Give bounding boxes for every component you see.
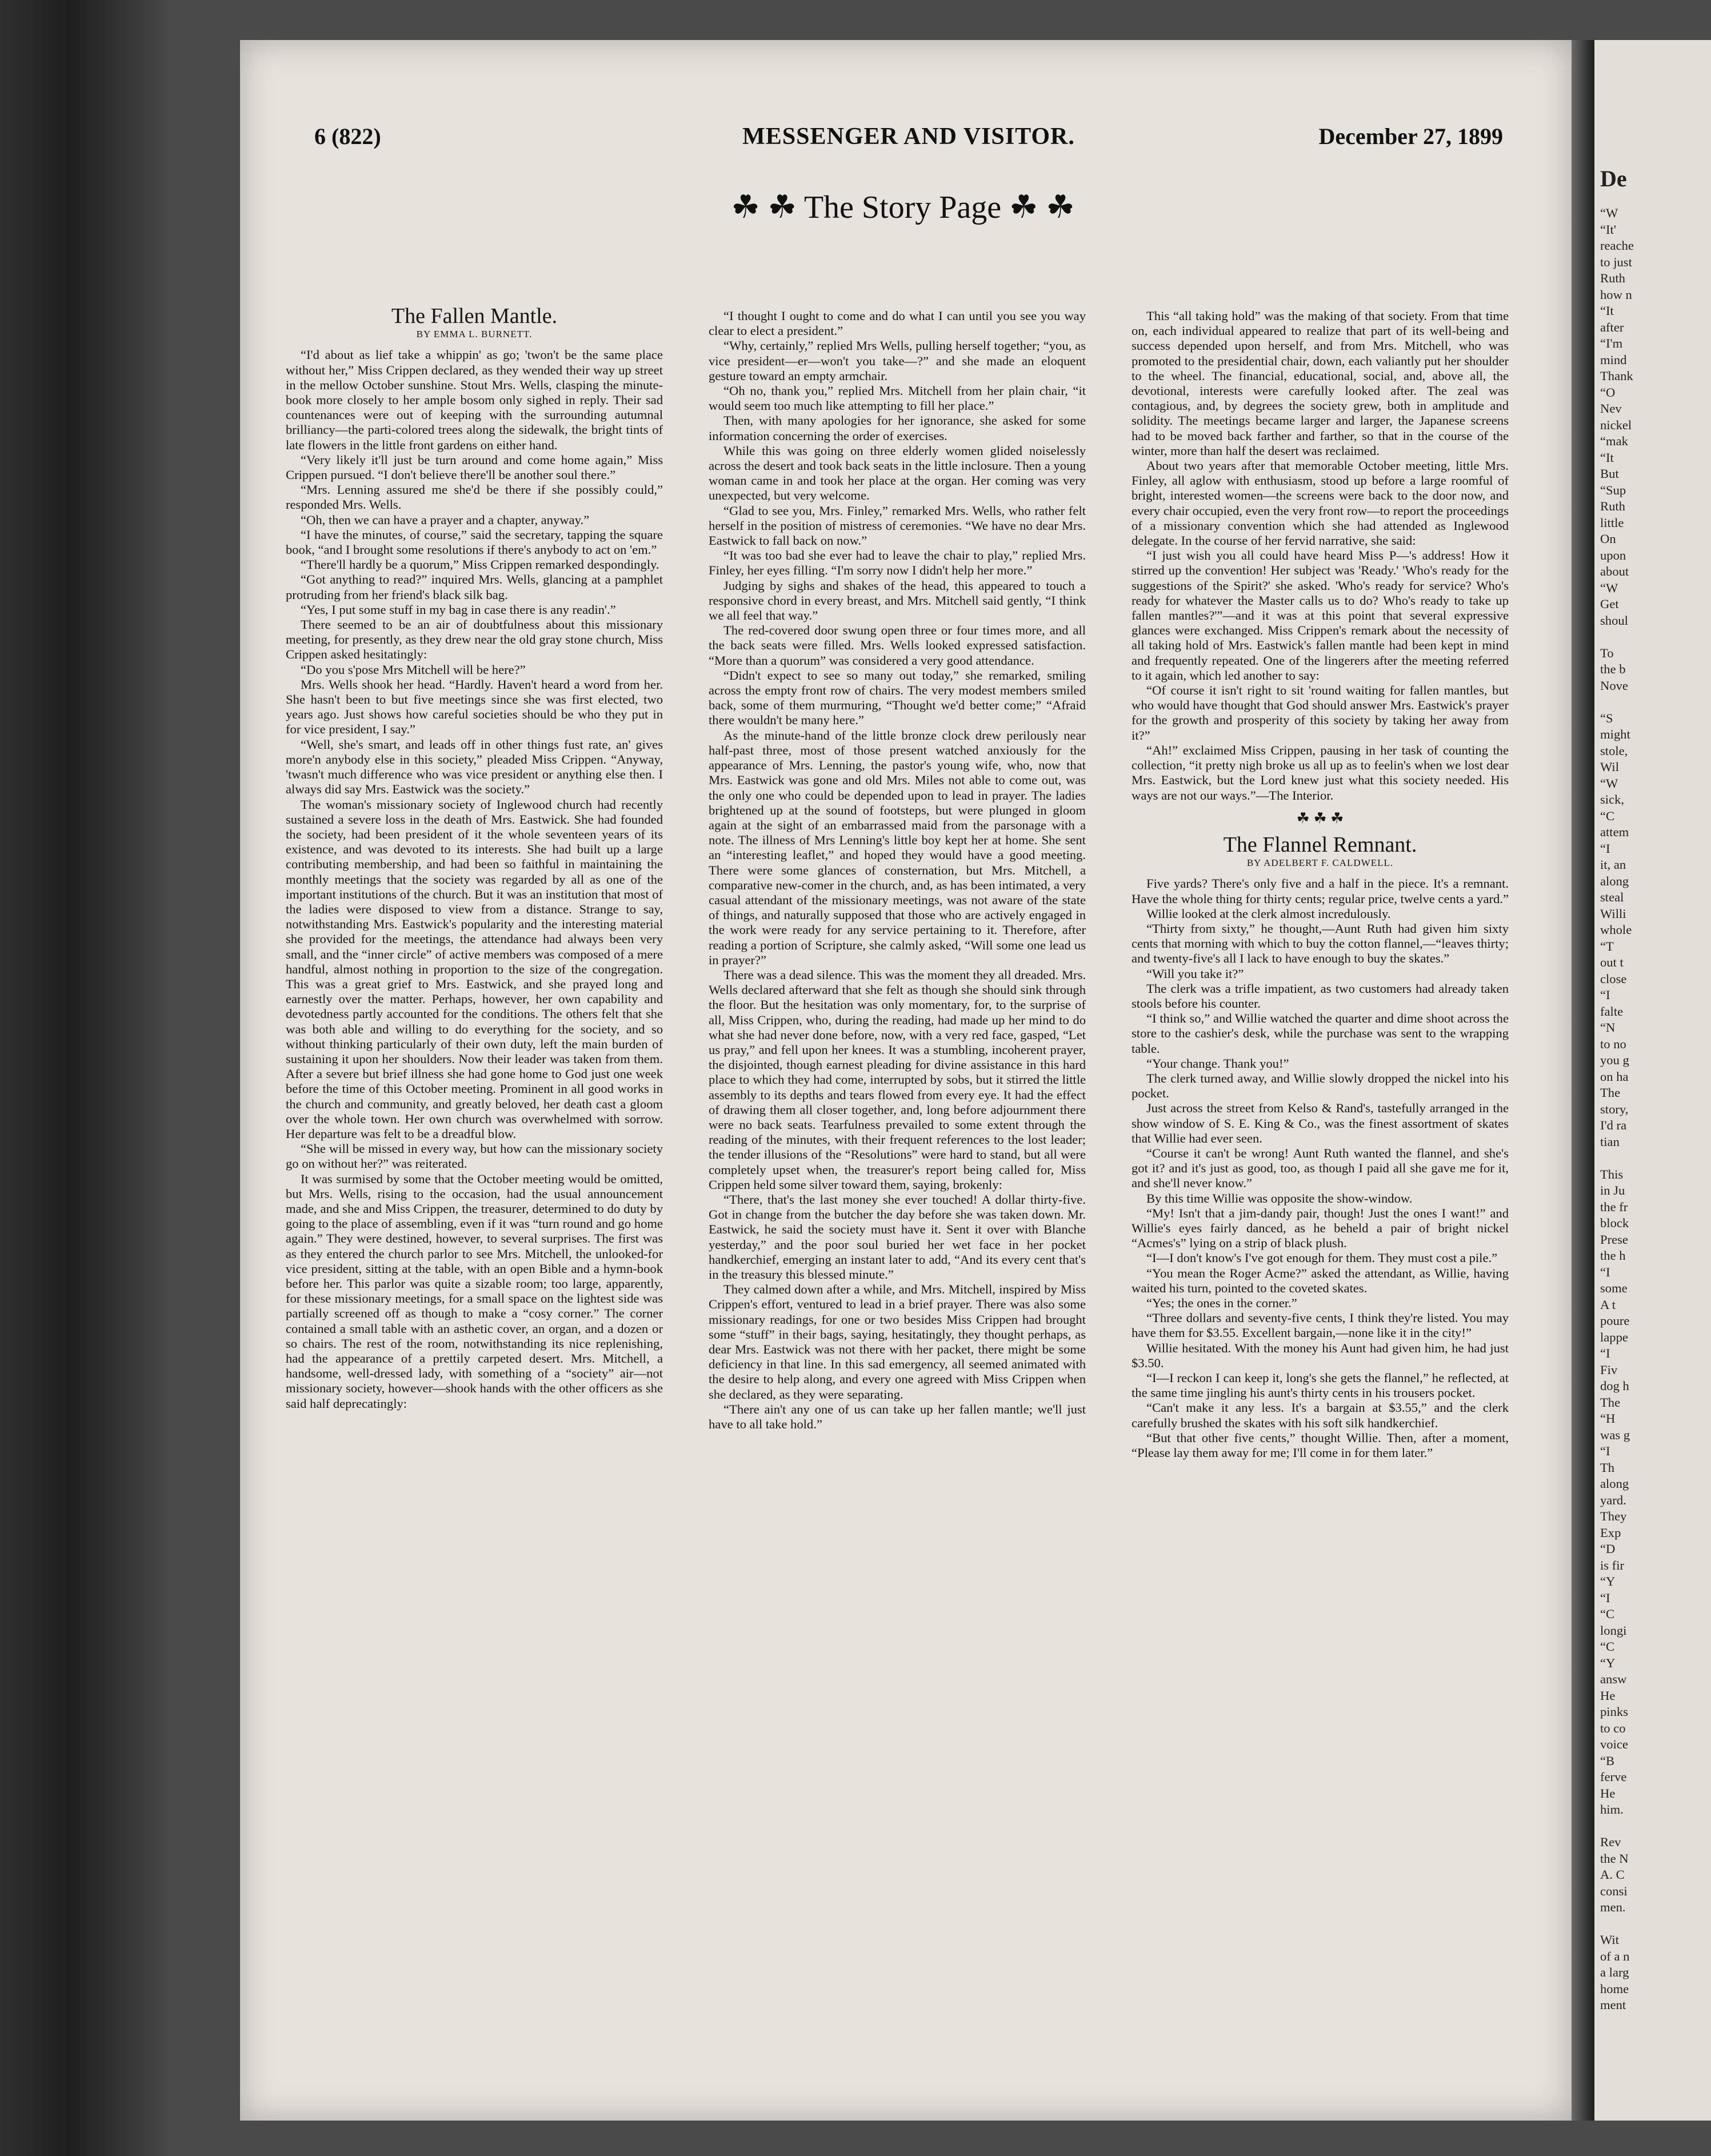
paragraph: Just across the street from Kelso & Rand's, tastefully arranged in the show window of S. E. King & Co., was the finest assortment of skates that Willie had ever seen. [1132,1101,1509,1145]
paragraph: About two years after that memorable October meeting, little Mrs. Finley, all aglow with enthusiasm, stood up before a large roomful of bright, interested women—the screens were back to the door now, and every chair occupied, even the very front row—to report the proceedings of a missionary convention which she had attended as Inglewood delegate. In the course of her fervid narrative, she said: [1132,458,1509,548]
fragment-line: voice [1600,1737,1628,1751]
fragment-line: attem [1600,825,1629,839]
fragment-line: “D [1600,1542,1616,1556]
fragment-line: The [1600,1085,1621,1100]
fragment-line: Thank [1600,369,1633,383]
story-body [1132,876,1509,1460]
fragment-line: him. [1600,1802,1624,1816]
fragment-line: answ [1600,1672,1627,1686]
paragraph: Five yards? There's only five and a half in the piece. It's a remnant. Have the whole thing for thirty cents; regular price, twelve cents a yard.” [1132,876,1509,906]
book-gutter [1572,40,1594,2121]
fragment-line: “S [1600,710,1613,725]
paragraph: “Glad to see you, Mrs. Finley,” remarked Mrs. Wells, who rather felt herself in the position of mistress of ceremonies. “We have no dear Mrs. Eastwick to fall back on now.” [709,503,1086,548]
paragraph: “But that other five cents,” thought Willie. Then, after a moment, “Please lay them away for me; I'll come in for them later.” [1132,1430,1509,1460]
fragment-line: “C [1600,1639,1615,1654]
fragment-line: A t [1600,1297,1616,1312]
paragraph: They calmed down after a while, and Mrs. Mitchell, inspired by Miss Crippen's effort, ventured to lead in a brief prayer. There was also some missionary readings, for one or two besides Miss Crippen had brought some “stuff” in their bags, saying, hesitatingly, they thought perhaps, as dear Mrs. Eastwick was not there with her packet, there might be some deficiency in that line. In this sad emergency, all seemed animated with the desire to help along, and every one agreed with Miss Crippen when she declared, as they were separating. [709,1282,1086,1402]
fragment-line: a larg [1600,1965,1629,1979]
paragraph: “It was too bad she ever had to leave the chair to play,” replied Mrs. Finley, her eyes filling. “I'm sorry now I didn't help her more.” [709,548,1086,578]
fragment-line: steal [1600,890,1624,904]
paragraph: “Very likely it'll just be turn around and come home again,” Miss Crippen pursued. “I don't believe there'll be another soul there.” [286,452,663,482]
paragraph: “Yes, I put some stuff in my bag in case there is any readin'.” [301,602,616,617]
fragment-line: Prese [1600,1232,1628,1247]
fragment-line: how n [1600,287,1632,302]
fragment-line: the h [1600,1248,1626,1263]
fragment-line: “I'm [1600,336,1623,350]
paragraph: There seemed to be an air of doubtfulness about this missionary meeting, for presently, as they drew near the old gray stone church, Miss Crippen asked hesitatingly: [286,617,663,662]
paragraph: “Will you take it?” [1146,966,1244,981]
fragment-line: the b [1600,662,1626,676]
fragment-line: upon [1600,548,1626,562]
fragment-line: dog h [1600,1379,1629,1393]
story-body-conclusion [1132,309,1509,803]
fragment-line: “mak [1600,434,1628,448]
masthead: MESSENGER AND VISITOR. [742,123,1075,150]
fragment-line: “I [1600,1346,1610,1360]
paragraph: “I thought I ought to come and do what I can until you see you way clear to elect a president.” [709,309,1086,338]
paragraph: “Well, she's smart, and leads off in other things fust rate, an' gives more'n anybody else in this society,” pleaded Miss Crippen. “Anyway, 'twasn't much difference who was vice president or anything else then. I always did say Mrs. Eastwick was the society.” [286,737,663,797]
paragraph: “Your change. Thank you!” [1146,1056,1289,1071]
fragment-line: poure [1600,1313,1630,1328]
fragment-line: yard. [1600,1492,1626,1507]
paragraph: The woman's missionary society of Inglewood church had recently sustained a severe loss in the death of Mrs. Eastwick. She had founded the society, had been president of it the whole seventeen years of its existence, and was devoted to its interests. She had built up a large contributing membership, and had been so faithful in maintaining the monthly meetings that the society was regarded by all as one of the important institutions of the church. But it was an institution that most of the ladies were disposed to view from a distance. Strange to say, notwithstanding Mrs. Eastwick's popularity and the interesting material she provided for the meetings, the attendance had always been very small, and the “inner circle” of active members was composed of a mere handful, almost nothing in proportion to the size of the congregation. This was a great grief to Mrs. Eastwick, and she prayed long and earnestly over the matter. Perhaps, however, her own capability and devotedness partly accounted for the conditions. The others felt that she was both able and willing to do everything for the society, and so without thinking particularly of their own duty, left the main burden of sustaining it upon her shoulders. Now their leader was taken from them. After a severe but brief illness she had gone home to God just one week before the time of this October meeting. Prominent in all good works in the church and community, and greatly beloved, her death cast a gloom over the whole town. Her own church was overwhelmed with sorrow. Her departure was felt to be a dreadful blow. [286,797,663,1141]
fragment-line: after [1600,320,1624,334]
fragment-line: ment [1600,1998,1626,2012]
fragment-line: mind [1600,352,1627,367]
paragraph: “Got anything to read?” inquired Mrs. Wells, glancing at a pamphlet protruding from her friend's black silk bag. [286,572,663,602]
fragment-line: “It [1600,450,1614,465]
page-header [314,123,1503,163]
fragment-line [1600,1819,1604,1834]
fragment-line: “B [1600,1753,1615,1768]
paragraph: “I have the minutes, of course,” said the secretary, tapping the square book, “and I brought some resolutions if there's anybody to act on 'em.” [286,527,663,557]
paragraph: Willie hesitated. With the money his Aunt had given him, he had just $3.50. [1132,1340,1509,1370]
fragment-line: “N [1600,1020,1616,1035]
fragment-line: To [1600,645,1614,660]
fragment-line: Rev [1600,1835,1621,1849]
fragment-line [1600,1917,1604,1931]
paragraph: “My! Isn't that a jim-dandy pair, though! Just the ones I want!” and Willie's eyes fairly danced, as he beheld a pair of bright nickel “Acmes's” lying on a strip of black plush. [1132,1205,1509,1251]
paragraph: Willie looked at the clerk almost incredulously. [1146,906,1391,921]
paragraph: “I think so,” and Willie watched the quarter and dime shoot across the store to the cashier's desk, while the purchase was sent to the wrapping table. [1132,1011,1509,1056]
paragraph: The red-covered door swung open three or four times more, and all the back seats were filled. Mrs. Wells looked expressed satisfaction. “More than a quorum” was considered a very good attendance. [709,623,1086,668]
paragraph: There was a dead silence. This was the moment they all dreaded. Mrs. Wells declared afterward that she felt as though she should sink through the floor. But the hesitation was only momentary, for, to the surprise of all, Miss Crippen, who, during the reading, had made up her mind to do what she had never done before, now, with a very red face, gasped, “Let us pray,” and fell upon her knees. It was a stumbling, incoherent prayer, the disjointed, though earnest pleading for divine assistance in this hard place to which they had come, interrupted by sobs, but it stirred the little assembly to its depths and tears flowed from every eye. It had the effect of drawing them all closer together, and, long before adjournment there were no back seats. Tearfulness prevailed to some extent through the reading of the minutes, with their frequent references to the lost leader; the tender illusions of the “Resolutions” were hard to stand, but all were completely upset when, the treasurer's report being called for, Miss Crippen held some silver toward them, saying, brokenly: [709,967,1086,1192]
fragment-line: along [1600,1476,1629,1491]
paragraph: “I—I don't know's I've got enough for them. They must cost a pile.” [1146,1251,1498,1265]
fragment-line: of a n [1600,1949,1630,1963]
fragment-line: Willi [1600,906,1626,921]
fragment-line: “W [1600,580,1618,595]
fragment-line: it, an [1600,857,1626,872]
paragraph: As the minute-hand of the little bronze clock drew perilously near half-past three, most of those present watched anxiously for the appearance of Mrs. Lenning, the pastor's young wife, who, now that Mrs. Eastwick was gone and old Mrs. Miles not able to come out, was the only one who could be depended upon to lead in prayer. The ladies brightened up at the sound of footsteps, but were plunged in gloom again at the sight of an embarrassed maid from the parsonage with a note. The illness of Mrs Lenning's little boy kept her at home. She sent an “interesting leaflet,” and hoped they would have a good meeting. There were some glances of consternation, but Mrs. Mitchell, a comparative new-comer in the church, and, as has been intimated, a very casual attendant of the missionary meetings, was not aware of the state of things, and naturally supposed that those who are actively engaged in the work were ready for any service pertaining to it. Therefore, after reading a portion of Scripture, she calmly asked, “Will some one lead us in prayer?” [709,728,1086,967]
fragment-line: falte [1600,1004,1624,1019]
fragment-line: close [1600,971,1627,986]
story-byline: BY ADELBERT F. CALDWELL. [1246,857,1394,869]
fragment-line: in Ju [1600,1183,1625,1197]
fragment-line: is fir [1600,1558,1625,1572]
column-3 [1132,309,1509,1460]
fragment-line: stole, [1600,743,1628,758]
fragment-line: “T [1600,939,1614,953]
paragraph: “Mrs. Lenning assured me she'd be there if she possibly could,” responded Mrs. Wells. [286,482,663,512]
paragraph: “There, that's the last money she ever touched! A dollar thirty-five. Got in change from the butcher the day before she was taken down. Mr. Eastwick, he said the society must have it. Sent it over with Blanche yesterday,” and the poor soul buried her wet face in her pocket handkerchief, emerging an instant later to add, “And its every cent that's in the treasury this blessed minute.” [709,1192,1086,1281]
fragment-line: Ruth [1600,271,1625,285]
fragment-line: They [1600,1509,1627,1523]
adjacent-page-header: De [1600,166,1627,191]
fragment-line: This [1600,1167,1624,1181]
paragraph: Mrs. Wells shook her head. “Hardly. Haven't heard a word from her. She hasn't been to but five meetings since she was first elected, two years ago. Just shows how careful societies should be who they put in for vice president, I say.” [286,677,663,737]
fragment-line: “O [1600,385,1616,400]
paragraph: “Three dollars and seventy-five cents, I think they're listed. You may have them for $3.55. Excellent bargain,—none like it in the city!” [1132,1311,1509,1340]
paragraph: “Oh no, thank you,” replied Mrs. Mitchell from her plain chair, “it would seem too much like attempting to fill her place.” [709,384,1086,413]
fragment-line: “Y [1600,1655,1616,1670]
fragment-line: Wit [1600,1933,1619,1947]
paragraph: It was surmised by some that the October meeting would be omitted, but Mrs. Wells, rising to the occasion, had the usual announcement made, and she and Miss Crippen, the treasurer, determined to do duty by going to the place of assembling, even if it was “turn round and go home again.” They were destined, however, to several surprises. The first was as they entered the church parlor to see Mrs. Mitchell, the unlooked-for vice president, sitting at the table, with an open Bible and a hymn-book before her. This parlor was quite a sizable room; too large, apparently, for these missionary meetings, for a small space on the lightest side was partially screened off as though to make a “cosy corner.” The corner contained a small table with an asthetic cover, an organ, and a dozen or so chairs. The rest of the room, notwithstanding its nice replenishing, had the appearance of a prettily carpeted desert. Mrs. Mitchell, a handsome, well-dressed lady, with something of a “society” air—not missionary society, however—shook hands with the other officers as she said half deprecatingly: [286,1171,663,1411]
fragment-line: Ruth [1600,499,1625,513]
fragment-line: home [1600,1981,1629,1996]
fragment-line: to co [1600,1720,1626,1735]
fragment-line: Nove [1600,678,1628,693]
paragraph: “I just wish you all could have heard Miss P—'s address! How it stirred up the convention! Her subject was 'Ready.' 'Who's ready for the suggestions of the Spirit?' she asked. 'Who's ready for service? Who's ready for whatever the Master calls us to do? Who's ready to take up fallen mantles?'”—and it was at this point that several expressive glances were exchanged. Miss Crippen's remark about the necessity of all taking hold of Mrs. Eastwick's fallen mantle had been kept in mind and frequently repeated. One of the lingerers after the meeting referred to it again, which led another to say: [1132,548,1509,682]
fragment-line: “Y [1600,1574,1616,1588]
column-1 [286,297,663,1411]
fragment-line [1600,1151,1604,1165]
paragraph: “Can't make it any less. It's a bargain at $3.55,” and the clerk carefully brushed the skates with his soft silk handkerchief. [1132,1400,1509,1430]
paragraph: “Didn't expect to see so many out today,” she remarked, smiling across the empty front row of chairs. The very modest members smiled back, some of them murmuring, “Thought we'd better come;” “Afraid there wouldn't be many here.” [709,668,1086,728]
fragment-line: Wil [1600,760,1619,774]
paragraph: “Thirty from sixty,” he thought,—Aunt Ruth had given him sixty cents that morning with which to buy the cotton flannel,—“leaves thirty; and twenty-five's all I lack to have enough to buy the skates.” [1132,921,1509,966]
section-title: ☘ ☘ The Story Page ☘ ☘ [731,190,1075,225]
fragment-line: whole [1600,923,1632,937]
fragment-line: consi [1600,1883,1628,1898]
fragment-line: you g [1600,1053,1629,1067]
fragment-line: “W [1600,776,1618,790]
fragment-line: little [1600,515,1624,530]
fragment-line: pinks [1600,1704,1628,1719]
paragraph: “There'll hardly be a quorum,” Miss Crippen remarked despondingly. [301,557,659,572]
fragment-line: Fiv [1600,1362,1618,1377]
fragment-line: story, [1600,1101,1629,1116]
paragraph: This “all taking hold” was the making of that society. From that time on, each individual appeared to realize that part of its well-being and success depended upon herself, and from Mrs. Mitchell, who was promoted to the presidential chair, down, each valiantly put her shoulder to the wheel. The financial, educational, social, and, above all, the devotional, interests were carefully looked after. The zeal was contagious, and, by degrees the society grew, both in amplitude and solidity. The meetings became larger and larger, the Japanese screens had to be moved back farther and farther, so that in the course of the winter, more than half the desert was reclaimed. [1132,309,1509,458]
story-title: The Fallen Mantle. [391,304,558,328]
paragraph: “Yes; the ones in the corner.” [1146,1296,1297,1310]
page-number: 6 (822) [314,123,381,149]
fragment-line: “C [1600,808,1615,823]
fragment-line: “I [1600,1444,1610,1458]
paragraph: “There ain't any one of us can take up her fallen mantle; we'll just have to all take hold.” [709,1402,1086,1432]
fragment-line: “I [1600,988,1610,1002]
fragment-line: to no [1600,1036,1626,1051]
paragraph: Then, with many apologies for her ignorance, she asked for some information concerning the order of exercises. [709,413,1086,443]
fragment-line: Nev [1600,401,1622,416]
fragment-line: block [1600,1216,1629,1230]
fragment-line: “I [1600,1590,1610,1605]
fragment-line: I'd ra [1600,1118,1627,1132]
fragment-line: sick, [1600,792,1625,806]
fragment-line: lappe [1600,1329,1628,1344]
fragment-line: “It' [1600,222,1616,237]
fragment-line: might [1600,727,1630,741]
paragraph: While this was going on three elderly women glided noiselessly across the desert and took back seats in the little inclosure. Then a young woman came in and took her place at the organ. Her coming was very unexpected, but very welcome. [709,443,1086,503]
fragment-line: the N [1600,1851,1629,1866]
fragment-line: But [1600,466,1619,481]
fragment-line: Get [1600,597,1619,611]
fragment-line: ferve [1600,1770,1627,1784]
fragment-line: “It [1600,304,1614,318]
story-body [286,348,663,1411]
paragraph: “Why, certainly,” replied Mrs Wells, pulling herself together; “you, as vice president—er—won't you take—?” and she made an eloquent gesture toward an empty armchair. [709,338,1086,383]
fragment-line [1600,629,1604,644]
fragment-line: longi [1600,1623,1627,1638]
fragment-line: “W [1600,206,1618,220]
fragment-line: Th [1600,1460,1615,1475]
paragraph: “Of course it isn't right to sit 'round waiting for fallen mantles, but who would have thought that God should answer Mrs. Eastwick's prayer for the growth and prosperity of this society by taking her away from it?” [1132,683,1509,742]
paragraph: By this time Willie was opposite the show-window. [1146,1191,1413,1205]
paragraph: “I'd about as lief take a whippin' as go; 'twon't be the same place without her,” Miss Crippen declared, as they wended their way up street in the mellow October sunshine. Stout Mrs. Wells, clasping the minute-book more closely to her ample bosom only sighed in reply. Their sad countenances were out of keeping with the surrounding autumnal brilliancy—the parti-colored trees along the sidewalk, the bright tints of late flowers in the little front gardens on either hand. [286,348,663,452]
fragment-line: He [1600,1786,1616,1800]
fragment-line: nickel [1600,417,1632,432]
fragment-line: tian [1600,1134,1620,1149]
story-title: The Flannel Remnant. [1223,832,1417,857]
fragment-line: Exp [1600,1525,1621,1540]
fragment-line: “I [1600,841,1610,856]
paragraph: “I—I reckon I can keep it, long's she gets the flannel,” he reflected, at the same time jingling his aunt's thirty cents in his trousers pocket. [1132,1371,1509,1400]
column-2 [709,309,1086,1432]
fragment-line: along [1600,873,1629,888]
fragment-line: “Sup [1600,482,1626,497]
section-separator: ☘ ☘ ☘ [1296,809,1344,827]
paragraph: The clerk turned away, and Willie slowly dropped the nickel into his pocket. [1132,1071,1509,1101]
fragment-line: “I [1600,1264,1610,1279]
fragment-line: some [1600,1281,1628,1295]
story-body-continued [709,309,1086,1432]
fragment-line: He [1600,1688,1616,1703]
fragment-line: shoul [1600,613,1628,628]
fragment-line: On [1600,532,1616,546]
fragment-line: was g [1600,1427,1630,1442]
issue-date: December 27, 1899 [1318,123,1503,149]
fragment-line: “H [1600,1411,1616,1426]
fragment-line: men. [1600,1900,1626,1914]
fragment-line: A. C [1600,1867,1625,1882]
fragment-line: out t [1600,955,1624,969]
fragment-line: “C [1600,1607,1615,1621]
fragment-line: the fr [1600,1199,1628,1214]
adjacent-page-fragment [1594,40,1711,2121]
fragment-line: reache [1600,238,1634,253]
paragraph: Judging by sighs and shakes of the head, this appeared to touch a responsive chord in every breast, and Mrs. Mitchell said gently, “I think we all feel that way.” [709,578,1086,623]
paragraph: “Ah!” exclaimed Miss Crippen, pausing in her task of counting the collection, “it pretty nigh broke us all up as to feelin's when we lost dear Mrs. Eastwick, but the Lord knew just what this society needed. His ways are not our ways.”—The Interior. [1132,742,1509,802]
paragraph: “You mean the Roger Acme?” asked the attendant, as Willie, having waited his turn, pointed to the coveted skates. [1132,1265,1509,1295]
paragraph: “Course it can't be wrong! Aunt Ruth wanted the flannel, and she's got it? and it's just as good, too, as though I paid all she gave me for it, and she'll never know.” [1132,1145,1509,1191]
fragment-line: The [1600,1395,1621,1410]
newspaper-page [240,40,1572,2121]
fragment-line: about [1600,564,1629,578]
paragraph: “She will be missed in every way, but how can the missionary society go on without her?” was reiterated. [286,1141,663,1171]
paragraph: “Oh, then we can have a prayer and a chapter, anyway.” [301,512,590,527]
fragment-line [1600,694,1604,709]
fragment-line: to just [1600,254,1632,269]
story-byline: BY EMMA L. BURNETT. [416,329,533,340]
fragment-line: on ha [1600,1069,1629,1084]
paragraph: The clerk was a trifle impatient, as two customers had already taken stools before his counter. [1132,981,1509,1011]
paragraph: “Do you s'pose Mrs Mitchell will be here?” [301,662,526,677]
